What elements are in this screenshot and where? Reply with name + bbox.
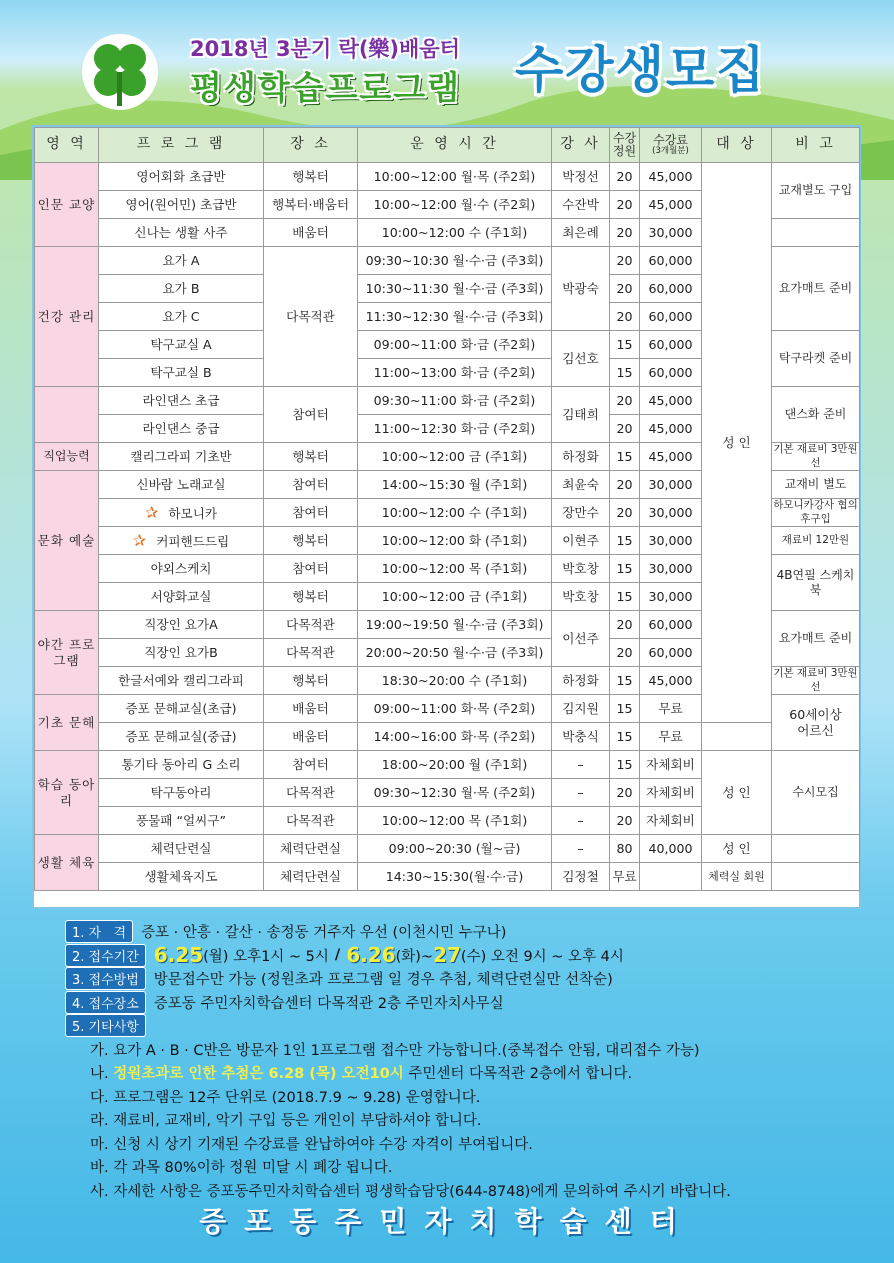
period-separator: / — [334, 947, 341, 964]
header-teacher: 강 사 — [552, 128, 610, 163]
note-cell: 교재별도 구입 — [772, 163, 860, 219]
capacity-cell: 20 — [610, 303, 640, 331]
teacher-cell: 최은례 — [552, 219, 610, 247]
fee-cell: 30,000 — [640, 219, 702, 247]
teacher-cell: 김정철 — [552, 863, 610, 891]
teacher-cell: 박호창 — [552, 555, 610, 583]
fee-cell: 자체회비 — [640, 779, 702, 807]
etc-item: 마. 신청 시 상기 기재된 수강료를 완납하여야 수강 자격이 부여됩니다. — [90, 1136, 533, 1153]
capacity-cell: 20 — [610, 163, 640, 191]
place-cell: 다목적관 — [264, 779, 358, 807]
time-cell: 14:00~16:00 화·목 (주2회) — [358, 723, 552, 751]
capacity-cell: 15 — [610, 723, 640, 751]
header-capacity — [610, 128, 640, 163]
teacher-cell: – — [552, 751, 610, 779]
info-method — [65, 967, 865, 991]
time-cell: 09:30~10:30 월·수·금 (주3회) — [358, 247, 552, 275]
capacity-cell: 20 — [610, 471, 640, 499]
target-gym: 성 인 — [702, 835, 772, 863]
note-cell: 하모니카강사 협의후구입 — [773, 499, 858, 525]
program-cell: 탁구교실 A — [99, 331, 264, 359]
capacity-cell: 15 — [610, 443, 640, 471]
place-cell: 참여터 — [264, 555, 358, 583]
table-row — [35, 863, 860, 891]
capacity-cell: 20 — [610, 807, 640, 835]
place-cell: 참여터 — [264, 499, 358, 527]
fee-cell: 45,000 — [640, 443, 702, 471]
area-empty — [35, 387, 99, 443]
program-cell: 풍물패 “얼씨구” — [99, 807, 264, 835]
teacher-cell: 박호창 — [552, 583, 610, 611]
clover-logo-icon — [80, 32, 160, 112]
teacher-cell: 박광숙 — [552, 247, 610, 331]
teacher-cell: – — [552, 835, 610, 863]
etc-item — [65, 1061, 865, 1085]
time-cell: 10:00~12:00 금 (주1회) — [358, 443, 552, 471]
area-night: 야간 프로 그램 — [35, 611, 99, 695]
lottery-highlight: 정원초과로 인한 추첨은 6.28 (목) 오전10시 — [113, 1066, 404, 1083]
time-cell: 10:00~12:00 금 (주1회) — [358, 583, 552, 611]
capacity-cell: 20 — [610, 499, 640, 527]
program-cell: 영어(원어민) 초급반 — [99, 191, 264, 219]
fee-cell: 30,000 — [640, 583, 702, 611]
program-table-container — [34, 127, 859, 907]
program-cell: 요가 B — [99, 275, 264, 303]
info-period — [65, 944, 865, 968]
place-cell: 행복터 — [264, 527, 358, 555]
program-cell: 탁구동아리 — [99, 779, 264, 807]
note-cell: 재료비 12만원 — [772, 527, 860, 555]
period-tilde: (화)~ — [395, 948, 434, 965]
header — [0, 0, 894, 125]
recruit-title: 수강생모집 — [515, 41, 767, 99]
program-cell: 직장인 요가A — [99, 611, 264, 639]
program-table — [34, 127, 860, 891]
fee-cell: 45,000 — [640, 387, 702, 415]
note-cell-empty — [772, 835, 860, 863]
place-cell: 행복터 — [264, 583, 358, 611]
etc-item: 사. 자세한 사항은 증포동주민자치학습센터 평생학습담당(644-8748)에게 문의하여 주시기 바랍니다. — [90, 1183, 731, 1200]
teacher-cell: – — [552, 807, 610, 835]
time-cell: 11:00~13:00 화·금 (주2회) — [358, 359, 552, 387]
location-text: 증포동 주민자치학습센터 다목적관 2층 주민자치사무실 — [153, 995, 504, 1012]
place-cell: 다목적관 — [264, 247, 358, 387]
period-time-2: (수) 오전 9시 ~ 오후 4시 — [460, 948, 624, 965]
fee-cell: 자체회비 — [640, 807, 702, 835]
etc-suffix: 주민센터 다목적관 2층에서 합니다. — [403, 1066, 633, 1083]
fee-cell: 45,000 — [640, 191, 702, 219]
program-cell: 야외스케치 — [99, 555, 264, 583]
note-cell: 교재비 별도 — [772, 471, 860, 499]
time-cell: 20:00~20:50 월·수·금 (주3회) — [358, 639, 552, 667]
table-row — [35, 163, 860, 191]
time-cell: 09:00~20:30 (월~금) — [358, 835, 552, 863]
capacity-cell: 20 — [610, 415, 640, 443]
fee-cell: 60,000 — [640, 611, 702, 639]
capacity-cell: 20 — [610, 779, 640, 807]
fee-cell: 60,000 — [640, 331, 702, 359]
etc-item: 가. 요가 A · B · C반은 방문자 1인 1프로그램 접수만 가능합니다.(중복접수 안됨, 대리접수 가능) — [90, 1042, 700, 1059]
period-date-1: 6.25 — [153, 943, 204, 968]
time-cell: 09:00~11:00 화·목 (주2회) — [358, 695, 552, 723]
fee-cell: 자체회비 — [640, 751, 702, 779]
time-cell: 10:00~12:00 수 (주1회) — [358, 219, 552, 247]
time-cell: 18:30~20:00 수 (주1회) — [358, 667, 552, 695]
capacity-cell: 20 — [610, 611, 640, 639]
fee-cell: 45,000 — [640, 415, 702, 443]
info-qualification — [65, 920, 865, 944]
program-cell: 라인댄스 중급 — [99, 415, 264, 443]
location-label: 4. 접수장소 — [65, 991, 146, 1014]
subtitle: 2018년 3분기 락(樂)배움터 — [190, 37, 460, 61]
capacity-cell: 20 — [610, 275, 640, 303]
time-cell: 14:30~15:30(월·수·금) — [358, 863, 552, 891]
header-time: 운 영 시 간 — [358, 128, 552, 163]
header-fee-line2: (3개월분) — [652, 145, 689, 156]
fee-cell: 무료 — [640, 695, 702, 723]
area-culture: 문화 예술 — [35, 471, 99, 611]
time-cell: 10:00~12:00 수 (주1회) — [358, 499, 552, 527]
place-cell: 배움터 — [264, 723, 358, 751]
etc-prefix: 나. — [90, 1066, 114, 1083]
program-cell: 체력단련실 — [99, 835, 264, 863]
fee-cell: 무료 — [640, 723, 702, 751]
capacity-cell: 20 — [610, 639, 640, 667]
qualification-label: 1. 자 격 — [65, 920, 133, 943]
time-cell: 11:00~12:30 화·금 (주2회) — [358, 415, 552, 443]
program-name: 커피핸드드립 — [156, 533, 230, 549]
info-location — [65, 991, 865, 1015]
capacity-cell: 80 — [610, 835, 640, 863]
target-club: 성 인 — [702, 751, 772, 835]
teacher-cell: 이선주 — [552, 611, 610, 667]
target-sports: 체력실 회원 — [702, 863, 772, 891]
time-cell: 10:00~12:00 목 (주1회) — [358, 555, 552, 583]
capacity-cell: 15 — [610, 331, 640, 359]
period-date-2: 6.26 — [346, 943, 396, 968]
header-target: 대 상 — [702, 128, 772, 163]
header-area: 영 역 — [35, 128, 99, 163]
time-cell: 14:00~15:30 월 (주1회) — [358, 471, 552, 499]
place-cell: 참여터 — [264, 387, 358, 443]
capacity-cell: 15 — [610, 527, 640, 555]
capacity-cell: 무료 — [610, 863, 640, 891]
header-fee-line1: 수강료 — [653, 132, 688, 147]
program-cell — [99, 499, 264, 527]
time-cell: 19:00~19:50 월·수·금 (주3회) — [358, 611, 552, 639]
period-date-3: 27 — [433, 943, 461, 968]
program-cell: 신나는 생활 사주 — [99, 219, 264, 247]
fee-cell: 40,000 — [640, 835, 702, 863]
place-cell: 배움터 — [264, 219, 358, 247]
header-place: 장 소 — [264, 128, 358, 163]
time-cell: 11:30~12:30 월·수·금 (주3회) — [358, 303, 552, 331]
program-cell: 생활체육지도 — [99, 863, 264, 891]
etc-label: 5. 기타사항 — [65, 1014, 146, 1037]
program-cell: 라인댄스 초급 — [99, 387, 264, 415]
table-row — [35, 751, 860, 779]
note-cell: 탁구라켓 준비 — [772, 331, 860, 387]
note-cell: 수시모집 — [772, 751, 860, 835]
table-row — [35, 723, 860, 751]
place-cell: 참여터 — [264, 751, 358, 779]
time-cell: 09:30~11:00 화·금 (주2회) — [358, 387, 552, 415]
star-icon: ✰ — [144, 502, 159, 522]
teacher-cell: 김선호 — [552, 331, 610, 387]
note-cell: 요가매트 준비 — [772, 611, 860, 667]
info-etc — [65, 1014, 865, 1038]
note-cell: 4B연필 스케치북 — [772, 555, 860, 611]
capacity-cell: 15 — [610, 695, 640, 723]
time-cell: 10:00~12:00 목 (주1회) — [358, 807, 552, 835]
teacher-cell: 박정선 — [552, 163, 610, 191]
period-label: 2. 접수기간 — [65, 944, 146, 967]
program-cell: 증포 문해교실(중급) — [99, 723, 264, 751]
program-cell: 증포 문해교실(초급) — [99, 695, 264, 723]
header-fee — [640, 128, 702, 163]
fee-cell: 45,000 — [640, 163, 702, 191]
fee-cell: 45,000 — [640, 667, 702, 695]
program-title: 평생학습프로그램 — [190, 68, 462, 107]
program-cell: 캘리그라피 기초반 — [99, 443, 264, 471]
teacher-cell: 김지원 — [552, 695, 610, 723]
place-cell: 체력단련실 — [264, 835, 358, 863]
program-cell: 요가 A — [99, 247, 264, 275]
header-cap-line2: 정원 — [612, 144, 637, 158]
program-cell: 직장인 요가B — [99, 639, 264, 667]
capacity-cell: 15 — [610, 583, 640, 611]
capacity-cell: 20 — [610, 387, 640, 415]
table-row — [35, 835, 860, 863]
area-humanities: 인문 교양 — [35, 163, 99, 247]
capacity-cell: 20 — [610, 247, 640, 275]
program-cell: 한글서예와 캘리그라피 — [99, 667, 264, 695]
target-adult: 성 인 — [702, 163, 772, 723]
program-cell: 통기타 동아리 G 소리 — [99, 751, 264, 779]
note-cell-empty — [772, 219, 860, 247]
note-cell-empty — [772, 863, 860, 891]
teacher-cell: 장만수 — [552, 499, 610, 527]
capacity-cell: 15 — [610, 555, 640, 583]
teacher-cell: 김태희 — [552, 387, 610, 443]
capacity-cell: 20 — [610, 219, 640, 247]
fee-cell: 30,000 — [640, 471, 702, 499]
teacher-cell: 박충식 — [552, 723, 610, 751]
time-cell: 10:00~12:00 화 (주1회) — [358, 527, 552, 555]
time-cell: 09:00~11:00 화·금 (주2회) — [358, 331, 552, 359]
capacity-cell: 15 — [610, 359, 640, 387]
etc-item: 다. 프로그램은 12주 단위로 (2018.7.9 ~ 9.28) 운영합니다. — [90, 1089, 481, 1106]
method-label: 3. 접수방법 — [65, 967, 146, 990]
place-cell: 다목적관 — [264, 611, 358, 639]
target-senior: 60세이상 어르신 — [772, 695, 860, 751]
place-cell: 행복터 — [264, 667, 358, 695]
area-sports: 생활 체육 — [35, 835, 99, 891]
note-cell: 댄스화 준비 — [772, 387, 860, 443]
program-cell — [99, 527, 264, 555]
capacity-cell: 20 — [610, 191, 640, 219]
fee-cell: 30,000 — [640, 555, 702, 583]
note-cell: 기본 재료비 3만원선 — [773, 667, 858, 693]
program-cell: 요가 C — [99, 303, 264, 331]
time-cell: 10:30~11:30 월·수·금 (주3회) — [358, 275, 552, 303]
teacher-cell: 수잔박 — [552, 191, 610, 219]
place-cell: 참여터 — [264, 471, 358, 499]
place-cell: 행복터 — [264, 163, 358, 191]
fee-cell: 60,000 — [640, 359, 702, 387]
teacher-cell: 이현주 — [552, 527, 610, 555]
header-program: 프 로 그 램 — [99, 128, 264, 163]
time-cell: 10:00~12:00 월·수 (주2회) — [358, 191, 552, 219]
etc-item: 라. 재료비, 교재비, 악기 구입 등은 개인이 부담하셔야 합니다. — [90, 1113, 482, 1130]
teacher-cell: 하정화 — [552, 443, 610, 471]
fee-cell: 30,000 — [640, 527, 702, 555]
place-cell: 체력단련실 — [264, 863, 358, 891]
fee-cell — [640, 863, 702, 891]
fee-cell: 60,000 — [640, 303, 702, 331]
place-cell: 행복터·배움터 — [264, 191, 358, 219]
note-cell: 기본 재료비 3만원선 — [773, 443, 858, 469]
qualification-text: 증포 · 안흥 · 갈산 · 송정동 거주자 우선 (이천시민 누구나) — [141, 925, 507, 942]
star-icon: ✰ — [132, 530, 147, 550]
place-cell: 다목적관 — [264, 807, 358, 835]
time-cell: 18:00~20:00 월 (주1회) — [358, 751, 552, 779]
place-cell: 행복터 — [264, 443, 358, 471]
fee-cell: 60,000 — [640, 247, 702, 275]
area-vocational: 직업능력 — [35, 443, 99, 471]
capacity-cell: 15 — [610, 751, 640, 779]
footer-organization: 증포동주민자치학습센터 — [199, 1205, 695, 1238]
place-cell: 배움터 — [264, 695, 358, 723]
program-cell: 신바람 노래교실 — [99, 471, 264, 499]
fee-cell: 60,000 — [640, 639, 702, 667]
period-time-1: (월) 오후1시 ~ 5시 — [203, 948, 329, 965]
header-note: 비 고 — [772, 128, 860, 163]
table-header-row — [35, 128, 860, 163]
fee-cell: 60,000 — [640, 275, 702, 303]
time-cell: 10:00~12:00 월·목 (주2회) — [358, 163, 552, 191]
method-text: 방문접수만 가능 (정원초과 프로그램 일 경우 추첨, 체력단련실만 선착순) — [153, 972, 613, 989]
fee-cell: 30,000 — [640, 499, 702, 527]
capacity-cell: 15 — [610, 667, 640, 695]
area-club: 학습 동아리 — [35, 751, 99, 835]
program-name: 하모니카 — [168, 505, 218, 521]
program-cell: 탁구교실 B — [99, 359, 264, 387]
time-cell: 09:30~12:30 월·목 (주2회) — [358, 779, 552, 807]
program-cell: 서양화교실 — [99, 583, 264, 611]
program-cell: 영어회화 초급반 — [99, 163, 264, 191]
area-literacy: 기초 문해 — [35, 695, 99, 751]
info-section — [65, 920, 865, 1202]
area-health: 건강 관리 — [35, 247, 99, 387]
etc-item: 바. 각 과목 80%이하 정원 미달 시 폐강 됩니다. — [90, 1160, 393, 1177]
teacher-cell: 하정화 — [552, 667, 610, 695]
teacher-cell: 최윤숙 — [552, 471, 610, 499]
place-cell: 다목적관 — [264, 639, 358, 667]
teacher-cell: – — [552, 779, 610, 807]
note-cell: 요가매트 준비 — [772, 247, 860, 331]
header-cap-line1: 수강 — [612, 130, 637, 145]
